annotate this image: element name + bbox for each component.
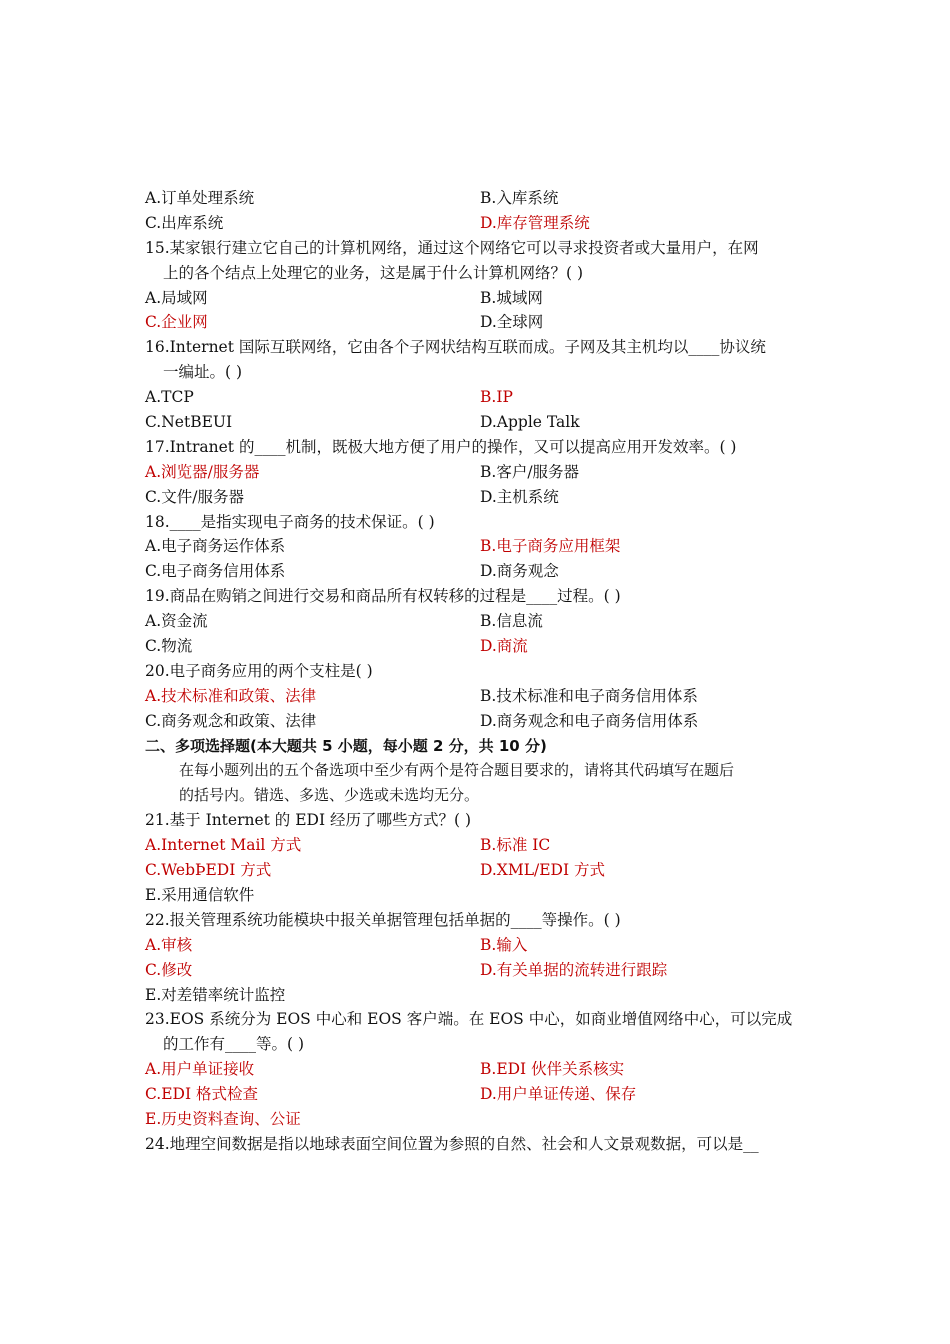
option-right: B.IP [480,388,513,407]
option-row [145,485,815,510]
question-text-continued: 上的各个结点上处理它的业务，这是属于什么计算机网络？( ) [163,263,584,282]
option-left: C.商务观念和政策、法律 [145,711,317,730]
option-left: C.WebÞEDI 方式 [145,861,272,880]
option-right: D.有关单据的流转进行跟踪 [480,960,668,979]
option-row [145,858,815,883]
option-left: A.局域网 [145,288,208,307]
question-text: 21.基于 Internet 的 EDI 经历了哪些方式？( ) [145,811,472,830]
option-left: A.电子商务运作体系 [145,537,286,556]
option-right: B.技术标准和电子商务信用体系 [480,686,698,705]
question-text: 24.地理空间数据是指以地球表面空间位置为参照的自然、社会和人文景观数据，可以是__ [145,1134,759,1153]
question-text: 18.____是指实现电子商务的技术保证。( ) [145,512,435,531]
option-row [145,684,815,709]
option-right: D.库存管理系统 [480,213,590,232]
exam-page [145,186,815,1157]
option-right: D.商流 [480,637,528,656]
option-right: D.商务观念 [480,562,559,581]
option-row [145,958,815,983]
option-row [145,410,815,435]
option-right: B.输入 [480,935,528,954]
option-row [145,833,815,858]
question-text: 23.EOS 系统分为 EOS 中心和 EOS 客户端。在 EOS 中心，如商业增值网络中心，可以完成 [145,1010,793,1029]
question-text: 22.报关管理系统功能模块中报关单据管理包括单据的____等操作。( ) [145,910,621,929]
option-row [145,385,815,410]
option-left: C.出库系统 [145,213,224,232]
option-left: C.修改 [145,960,193,979]
option-row [145,1107,815,1132]
option-row [145,709,815,734]
option-right: D.主机系统 [480,487,559,506]
option-left: A.资金流 [145,612,208,631]
option-left: A.订单处理系统 [145,189,255,207]
option-right: D.XML/EDI 方式 [480,861,606,880]
option-right: D.用户单证传递、保存 [480,1085,637,1104]
option-row [145,609,815,634]
option-row [145,460,815,485]
option-right: B.城域网 [480,288,543,307]
option-row [145,186,815,211]
option-left: C.NetBEUI [145,413,233,432]
question-text-continued: 一编址。( ) [163,363,243,382]
option-right: B.入库系统 [480,189,559,207]
question-text-continued: 的工作有____等。( ) [163,1035,305,1054]
option-row [145,310,815,335]
option-left: A.用户单证接收 [145,1060,255,1079]
option-right: D.商务观念和电子商务信用体系 [480,711,699,730]
option-row [145,883,815,908]
option-row [145,211,815,236]
option-row [145,1057,815,1082]
option-row [145,983,815,1008]
option-left: E.历史资料查询、公证 [145,1109,301,1128]
question-text: 15.某家银行建立它自己的计算机网络，通过这个网络它可以寻求投资者或大量用户，在网 [145,238,759,257]
question-text: 16.Internet 国际互联网络，它由各个子网状结构互联而成。子网及其主机均以____协议统 [145,338,766,357]
question-text: 19.商品在购销之间进行交易和商品所有权转移的过程是____过程。( ) [145,587,621,606]
option-row [145,634,815,659]
option-right: B.EDI 伙伴关系核实 [480,1060,625,1079]
option-right: B.电子商务应用框架 [480,537,621,556]
option-right: D.全球网 [480,313,544,332]
question-text: 20.电子商务应用的两个支柱是( ) [145,661,373,680]
option-left: A.审核 [145,935,193,954]
option-left: E.采用通信软件 [145,885,255,904]
question-text: 17.Intranet 的____机制，既极大地方便了用户的操作，又可以提高应用开发效率。( ) [145,437,737,456]
option-row [145,286,815,311]
option-right: D.Apple Talk [480,413,580,432]
option-left: C.EDI 格式检查 [145,1085,259,1104]
option-left: C.物流 [145,637,193,656]
section-heading: 二、多项选择题(本大题共 5 小题，每小题 2 分，共 10 分) [145,736,547,755]
option-row [145,933,815,958]
option-right: B.客户/服务器 [480,462,580,481]
option-left: A.Internet Mail 方式 [145,836,302,855]
option-left: C.电子商务信用体系 [145,562,286,581]
option-left: C.文件/服务器 [145,487,244,506]
option-left: A.技术标准和政策、法律 [145,686,317,705]
option-right: B.信息流 [480,612,543,631]
option-left: A.浏览器/服务器 [145,462,260,481]
option-left: C.企业网 [145,313,208,332]
option-row [145,1082,815,1107]
option-row [145,559,815,584]
section-instructions: 的括号内。错选、多选、少选或未选均无分。 [179,786,480,805]
section-instructions: 在每小题列出的五个备选项中至少有两个是符合题目要求的，请将其代码填写在题后 [179,761,735,780]
option-left: E.对差错率统计监控 [145,985,286,1004]
option-row [145,534,815,559]
option-right: B.标准 IC [480,836,551,855]
option-left: A.TCP [145,388,194,407]
